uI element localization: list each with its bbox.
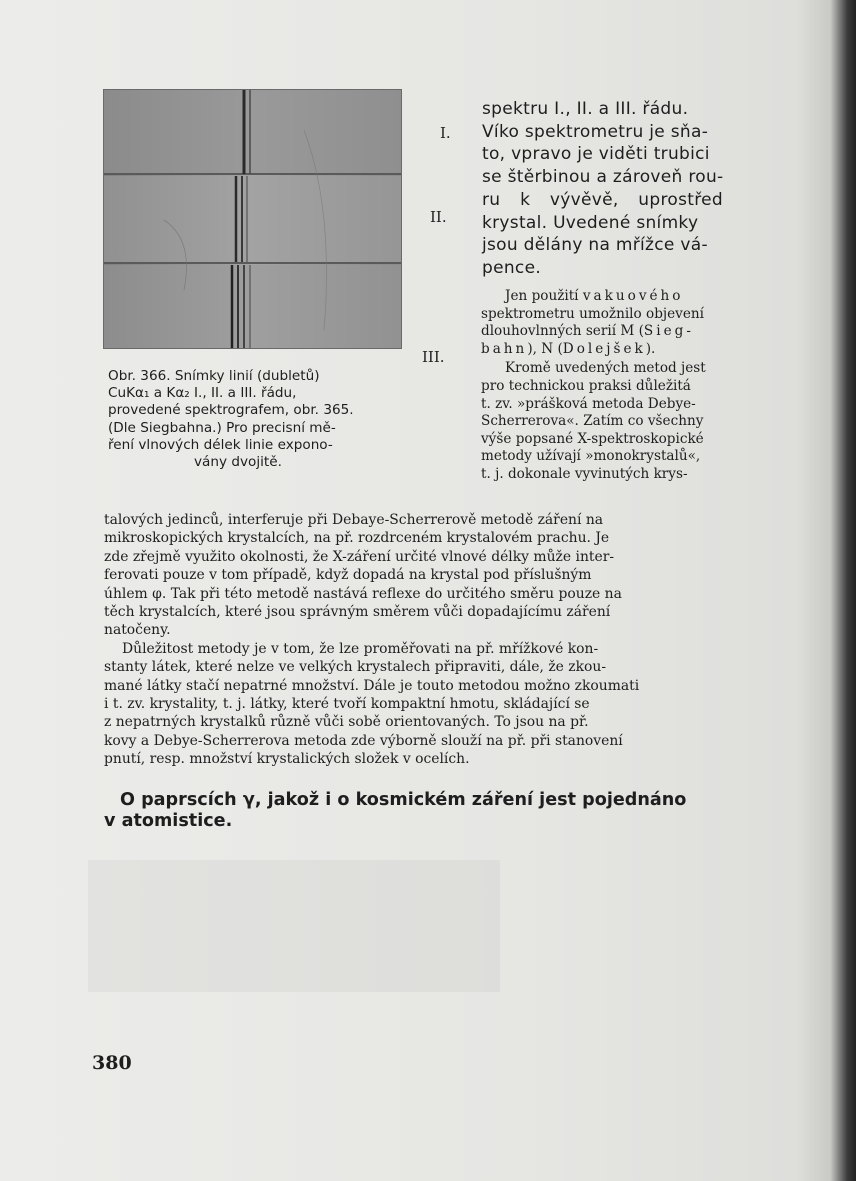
body-line: těch krystalcích, které jsou správným směrem vůči dopadajícímu záření bbox=[104, 604, 611, 621]
paragraph-1-line-1 bbox=[481, 288, 753, 306]
paragraph-2-line: t. zv. »prášková metoda Debye- bbox=[481, 395, 696, 412]
body-line: pnutí, resp. množství krystalických složek v ocelích. bbox=[104, 751, 470, 768]
main-body-text bbox=[104, 511, 744, 769]
figure-caption bbox=[108, 368, 408, 471]
page-number: 380 bbox=[92, 1052, 132, 1074]
paragraph-1-line-2: spektrometru umožnilo objevení bbox=[481, 305, 704, 322]
figure-label-1: I. bbox=[440, 124, 451, 142]
body-line: z nepatrných krystalků různě vůči sobě orientovaných. To jsou na př. bbox=[104, 714, 589, 731]
author-name: Sieg- bbox=[643, 323, 694, 340]
right-column-paragraphs bbox=[481, 288, 753, 484]
body-line: ferovati pouze v tom případě, když dopadá na krystal pod příslušným bbox=[104, 567, 592, 584]
body-line: natočeny. bbox=[104, 622, 171, 639]
text-line: se štěrbinou a zároveň rou- bbox=[482, 167, 724, 188]
paragraph-2-line: pro technickou praksi důležitá bbox=[481, 377, 691, 394]
text-line: Víko spektrometru je sňa- bbox=[482, 121, 709, 142]
paragraph-1-line-3 bbox=[481, 323, 753, 341]
author-name: Dolejšek bbox=[562, 340, 646, 357]
caption-line: Obr. 366. Snímky linií (dubletů) bbox=[108, 368, 320, 384]
spectrum-photograph bbox=[103, 89, 402, 349]
show-through-shadow bbox=[88, 860, 500, 992]
closing-line: O paprscích γ, jakož i o kosmickém záření jest pojednáno bbox=[120, 790, 687, 810]
text-line: to, vpravo je viděti trubici bbox=[482, 144, 710, 165]
caption-line: (Dle Siegbahna.) Pro precisní mě- bbox=[108, 419, 336, 436]
paragraph-2-line: metody užívají »monokrystalů«, bbox=[481, 448, 701, 465]
body-line: i t. zv. krystality, t. j. látky, které tvoří kompaktní hmotu, skládající se bbox=[104, 696, 590, 713]
caption-line: CuKα₁ a Kα₂ I., II. a III. řádu, bbox=[108, 385, 297, 402]
body-line: Důležitost metody je v tom, že lze proměřovati na př. mřížkové kon- bbox=[122, 640, 599, 657]
text-line: jsou dělány na mřížce vá- bbox=[482, 235, 708, 256]
paragraph-2-line: Scherrerova«. Zatím co všechny bbox=[481, 413, 704, 430]
emphasized-word: vakuového bbox=[582, 288, 684, 304]
text-line: ru k vývěvě, uprostřed bbox=[482, 189, 723, 210]
inline-text: ). bbox=[645, 340, 656, 357]
text-line: krystal. Uvedené snímky bbox=[482, 212, 699, 233]
body-line: stanty látek, které nelze ve velkých krystalech připraviti, dále, že zkou- bbox=[104, 659, 607, 676]
text-line: pence. bbox=[482, 257, 542, 278]
body-line: talových jedinců, interferuje při Debaye-Scherrerově metodě záření na bbox=[104, 512, 604, 528]
body-line: zde zřejmě využito okolnosti, že X-záření určité vlnové délky může inter- bbox=[104, 548, 615, 565]
paragraph-1-line-4 bbox=[481, 341, 753, 359]
caption-line: ření vlnových délek linie expono- bbox=[108, 436, 333, 453]
inline-text: ), N ( bbox=[527, 340, 563, 357]
inline-text: dlouhovlnných serií M ( bbox=[481, 323, 644, 340]
closing-line: v atomistice. bbox=[104, 811, 233, 831]
paragraph-2-line: výše popsané X-spektroskopické bbox=[481, 430, 704, 447]
paragraph-2-line: t. j. dokonale vyvinutých krys- bbox=[481, 465, 688, 482]
body-line: mikroskopických krystalcích, na př. rozdrceném krystalovém prachu. Je bbox=[104, 530, 610, 547]
figure-label-2: II. bbox=[430, 208, 447, 226]
figure-description bbox=[482, 98, 752, 280]
closing-note bbox=[104, 790, 764, 832]
figure-label-3: III. bbox=[422, 348, 445, 366]
text-line: spektru I., II. a III. řádu. bbox=[482, 99, 689, 119]
body-line: kovy a Debye-Scherrerova metoda zde výborně slouží na př. při stanovení bbox=[104, 732, 623, 749]
caption-line: provedené spektrografem, obr. 365. bbox=[108, 402, 354, 419]
body-line: úhlem φ. Tak při této metodě nastává reflexe do určitého směru pouze na bbox=[104, 585, 622, 602]
paragraph-2-line: Kromě uvedených metod jest bbox=[505, 360, 706, 377]
caption-line: vány dvojitě. bbox=[194, 454, 282, 471]
body-line: mané látky stačí nepatrné množství. Dále je touto metodou možno zkoumati bbox=[104, 677, 640, 694]
inline-text: Jen použití bbox=[505, 288, 583, 304]
author-name: bahn bbox=[481, 340, 528, 357]
spectrum-image bbox=[104, 90, 401, 348]
